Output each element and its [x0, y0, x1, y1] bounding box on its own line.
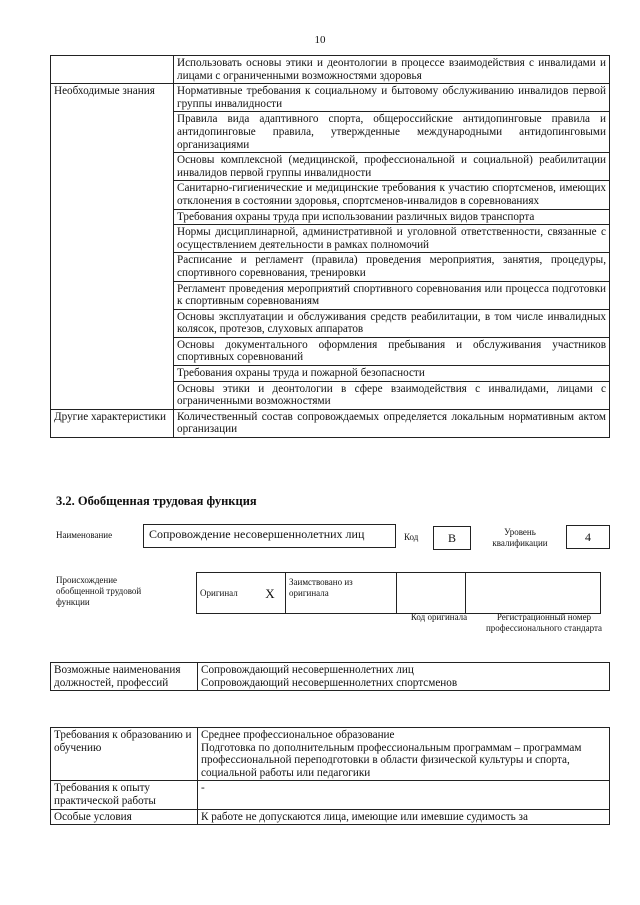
requirement-item: Среднее профессиональное образование — [201, 729, 395, 741]
code-label: Код — [404, 532, 419, 542]
function-name-field: Сопровождение несовершеннолетних лиц — [143, 524, 396, 548]
table-cell: Нормы дисциплинарной, административной и уголовной ответственности, связанные с осуществлением деятельности в рамках полномочий — [174, 225, 610, 253]
row-label: Требования к образованию и обучению — [51, 728, 198, 781]
table-cell: Количественный состав сопровождаемых определяется локальным нормативным актом организации — [174, 409, 610, 437]
name-label: Наименование — [56, 530, 113, 540]
origin-code-cell — [397, 573, 466, 614]
origin-grid — [196, 572, 601, 614]
table-cell: Санитарно-гигиенические и медицинские требования к участию спортсменов, имеющих отклонения в состоянии здоровья, спортсменов-инвалидов в соревнованиях — [174, 181, 610, 209]
table-row — [51, 663, 610, 691]
code-field: В — [433, 526, 471, 550]
table-cell — [198, 728, 610, 781]
requirement-item: Подготовка по дополнительным профессиональным программам – программам профессиональной переподготовки в области физической культуры и спорта, социальной работы или педагогики — [201, 741, 582, 779]
row-label: Требования к опыту практической работы — [51, 781, 198, 809]
table-row — [51, 728, 610, 781]
table-cell: Использовать основы этики и деонтологии в процессе взаимодействия с инвалидами и лицами с ограниченными возможностями здоровья — [174, 56, 610, 84]
position-item: Сопровождающий несовершеннолетних лиц — [201, 664, 414, 676]
table-cell: Основы этики и деонтологии в сфере взаимодействия с инвалидами, лицами с ограниченными возможностями — [174, 381, 610, 409]
table-row — [51, 84, 610, 112]
position-item: Сопровождающий несовершеннолетних спортсменов — [201, 676, 458, 689]
row-label: Другие характеристики — [51, 409, 174, 437]
page-number: 10 — [314, 34, 326, 46]
table-row — [51, 56, 610, 84]
row-label — [51, 56, 174, 84]
table-cell: Регламент проведения мероприятий спортивного соревнования или процесса подготовки к спортивным соревнованиям — [174, 281, 610, 309]
requirements-table — [50, 727, 610, 825]
table-row — [51, 809, 610, 825]
row-label: Необходимые знания — [51, 84, 174, 410]
origin-label: Происхождение обобщенной трудовой функции — [56, 575, 142, 607]
positions-table — [50, 662, 610, 691]
table-cell: Основы документального оформления пребывания и обслуживания участников спортивных соревнований — [174, 337, 610, 365]
table-cell: Требования охраны труда при использовании различных видов транспорта — [174, 209, 610, 225]
level-field: 4 — [566, 525, 610, 549]
table-cell: - — [198, 781, 610, 809]
table-cell: Требования охраны труда и пожарной безопасности — [174, 366, 610, 382]
table-cell: Основы эксплуатации и обслуживания средств реабилитации, в том числе инвалидных колясок, протезов, слуховых аппаратов — [174, 309, 610, 337]
reg-number-caption: Регистрационный номер профессионального стандарта — [485, 612, 603, 633]
table-cell — [198, 663, 610, 691]
table-cell: Основы комплексной (медицинской, профессиональной и социальной) реабилитации инвалидов первой группы инвалидности — [174, 153, 610, 181]
level-label: Уровень квалификации — [492, 527, 548, 548]
section-title: 3.2. Обобщенная трудовая функция — [56, 494, 257, 508]
row-label: Возможные наименования должностей, профессий — [51, 663, 198, 691]
table-cell: Нормативные требования к социальному и бытовому обслуживанию инвалидов первой группы инвалидности — [174, 84, 610, 112]
table-cell: К работе не допускаются лица, имеющие или имевшие судимость за — [198, 809, 610, 825]
original-label: Оригинал — [197, 573, 256, 614]
row-label: Особые условия — [51, 809, 198, 825]
skills-table — [50, 55, 610, 438]
table-row — [51, 409, 610, 437]
borrowed-label: Заимствовано из оригинала — [286, 573, 397, 614]
table-row — [51, 781, 610, 809]
reg-number-cell — [466, 573, 601, 614]
original-mark: X — [255, 573, 286, 614]
table-cell: Расписание и регламент (правила) проведения мероприятия, занятия, процедуры, спортивного соревнования, тренировки — [174, 253, 610, 281]
table-cell: Правила вида адаптивного спорта, общероссийские антидопинговые правила и антидопинговые правила, утвержденные международными антидопинговыми организациями — [174, 112, 610, 153]
origin-code-caption: Код оригинала — [410, 612, 468, 622]
